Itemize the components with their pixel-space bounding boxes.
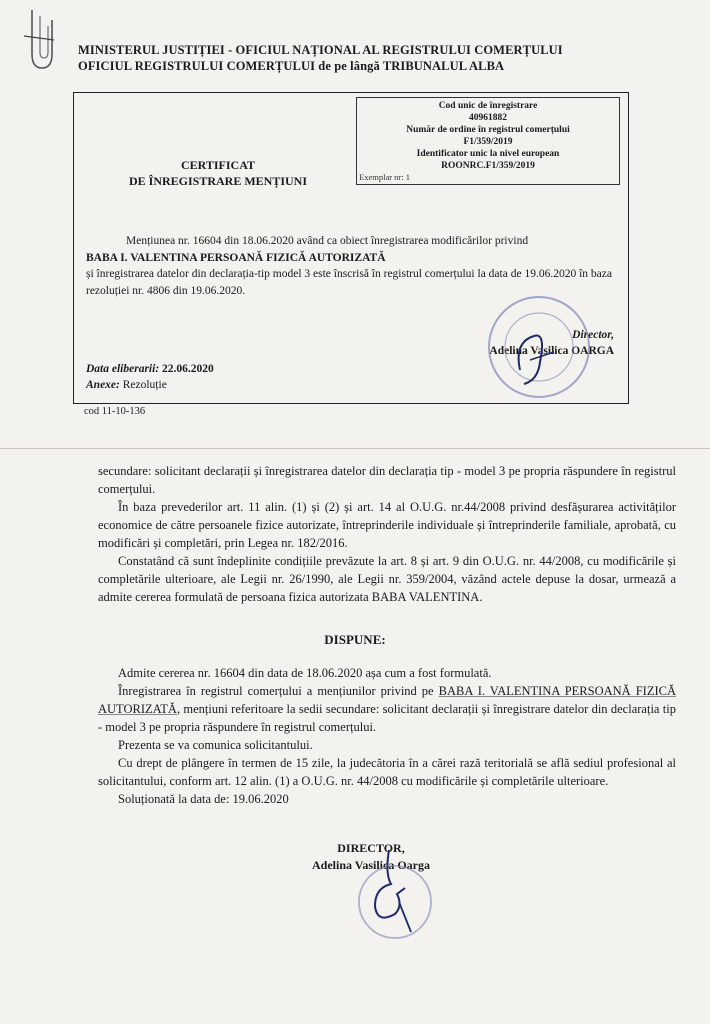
resolution-director-role: DIRECTOR, — [337, 841, 405, 855]
mention-text — [86, 233, 616, 299]
paragraph-3: Constatând că sunt îndeplinite condițiile prevăzute la art. 8 și art. 9 din O.U.G. nr. 44/2008, cu modificările și completările ulterioare, ale Legii nr. 26/1990, ale Legii nr. 359/2004, văzând actele depuse la dosar, urmează a admite cererea formulată de persoana fizica autorizata BABA VALENTINA. — [98, 554, 676, 604]
decision-4: Cu drept de plângere în termen de 15 zile, la judecătoria în a cărei rază teritorială se află sediul profesional al solicitantului, conform art. 12 alin. (1) a O.U.G. nr. 44/2008 cu modificările și completările ulterioare. — [98, 756, 676, 788]
office-line: OFICIUL REGISTRULUI COMERȚULUI de pe lângă TRIBUNALUL ALBA — [78, 59, 505, 73]
issue-date-value: 22.06.2020 — [162, 363, 214, 375]
cui-label: Cod unic de înregistrare — [438, 101, 538, 111]
signature-stamp-icon — [345, 844, 445, 944]
issuing-authority — [78, 42, 563, 74]
title-line-1: CERTIFICAT — [180, 158, 256, 172]
resolution-director-name: Adelina Vasilica Oarga — [311, 858, 430, 872]
decision-2-intro: Înregistrarea în registrul comerțului a mențiunilor privind pe — [118, 684, 434, 698]
dispune-heading: DISPUNE: — [324, 632, 386, 647]
decision-2-rest: , mențiuni referitoare la sedii secundare: solicitant declarații și înregistrare datelor din declarația tip - model 3 pe propria răspundere în registrul comerțului. — [98, 702, 676, 734]
paragraph-2: În baza prevederilor art. 11 alin. (1) și (2) și art. 14 al O.U.G. nr.44/2008 privind desfășurarea activităților economice de către persoanele fizice autorizate, întreprinderile individuale și întreprinderile familiale, aprobată, cu modificări și completări, prin Legea nr. 182/2016. — [98, 500, 676, 550]
annex-value: Rezoluție — [122, 379, 167, 391]
decision-3: Prezenta se va comunica solicitantului. — [118, 738, 313, 752]
euid-label: Identificator unic la nivel european — [416, 149, 560, 159]
paragraph-1: secundare: solicitant declarații și înregistrarea datelor din declarația tip - model 3 pe propria răspundere în registrul comerțului. — [98, 464, 676, 496]
ministry-line: MINISTERUL JUSTIȚIEI - OFICIUL NAȚIONAL AL REGISTRULUI COMERȚULUI — [78, 43, 563, 57]
form-code: cod 11-10-136 — [84, 406, 146, 417]
exemplar-number: Exemplar nr: 1 — [359, 172, 410, 182]
certificate-title — [118, 157, 318, 189]
issue-date-label: Data eliberarii: — [86, 363, 160, 375]
decision-1: Admite cererea nr. 16604 din data de 18.06.2020 așa cum a fost formulată. — [118, 666, 492, 680]
company-name: BABA I. VALENTINA PERSOANĂ FIZICĂ AUTORIZATĂ — [86, 251, 386, 264]
page-divider — [0, 448, 710, 449]
director-role: Director, — [572, 329, 614, 341]
official-stamp-icon — [484, 292, 594, 402]
director-name: Adelina Vasilica OARGA — [489, 345, 614, 357]
decision-2 — [98, 682, 676, 736]
paperclip-icon — [14, 6, 60, 76]
issue-info — [86, 361, 214, 393]
euid-value: ROONRC.F1/359/2019 — [441, 161, 535, 171]
decision-5: Soluționată la data de: 19.06.2020 — [118, 792, 289, 806]
title-line-2: DE ÎNREGISTRARE MENȚIUNI — [128, 174, 308, 188]
resolution-decision — [98, 664, 676, 808]
registration-box — [356, 97, 620, 185]
decision-2-company: BABA I. VALENTINA PERSOANĂ FIZICĂ AUTORIZATĂ — [98, 684, 676, 716]
mention-line-1: Mențiunea nr. 16604 din 18.06.2020 având ca obiect înregistrarea modificărilor privind — [126, 235, 529, 247]
order-label: Număr de ordine în registrul comerțului — [406, 125, 570, 135]
order-value: F1/359/2019 — [463, 137, 513, 147]
mention-line-3: și înregistrarea datelor din declarația-tip model 3 este înscrisă în registrul comerțului la data de 19.06.2020 în baza rezoluției nr. 4806 din 19.06.2020. — [86, 268, 612, 297]
annex-label: Anexe: — [86, 379, 120, 391]
resolution-considerations — [98, 462, 676, 606]
cui-value: 40961882 — [469, 113, 507, 123]
